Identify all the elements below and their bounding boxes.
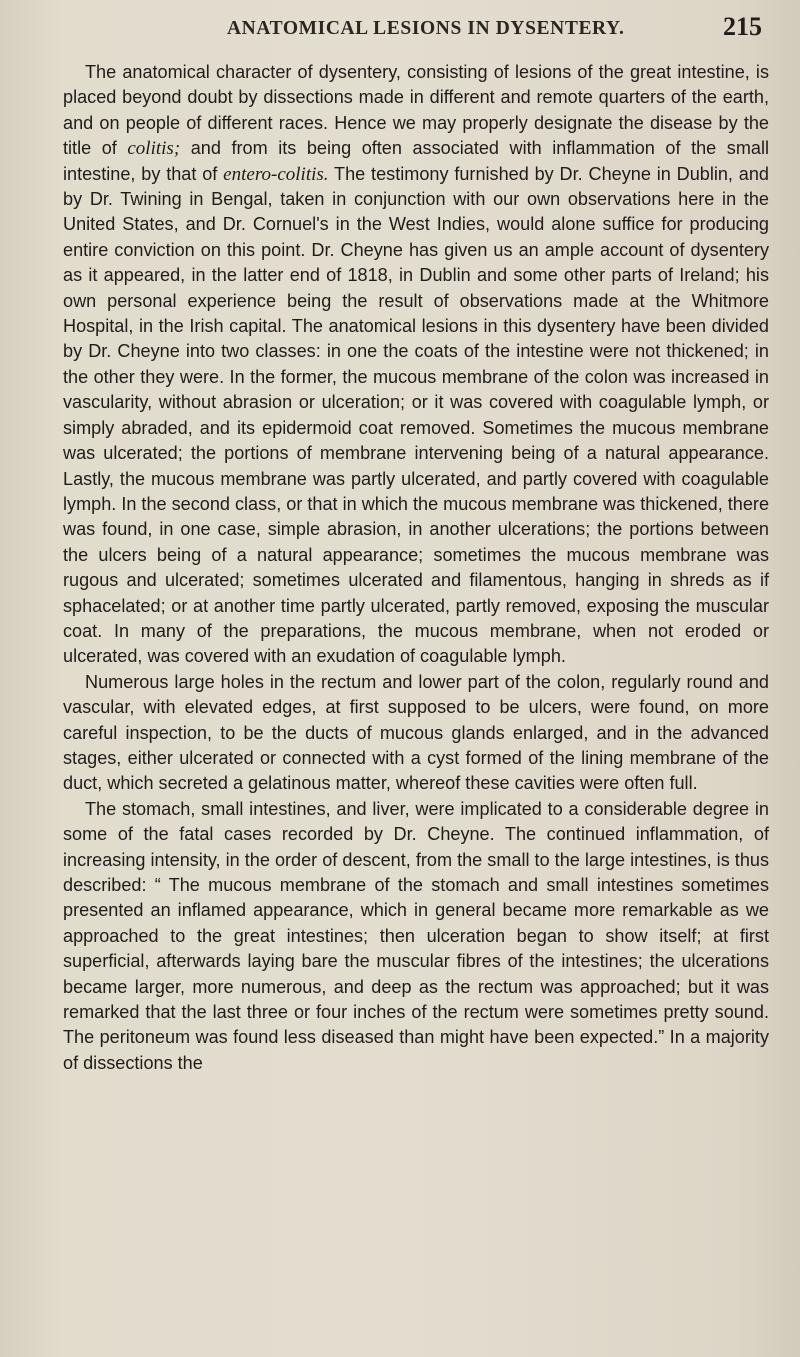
body-text	[63, 60, 769, 1076]
page-number: 215	[723, 12, 762, 41]
paragraph	[63, 60, 769, 670]
text-run: and from its being often associated with inflammation of the small intestine, by that of	[63, 138, 769, 184]
text-run: The stomach, small intestines, and liver, were implicated to a considerable degree in some of the fatal cases recorded by Dr. Cheyne. The continued inflammation, of increasing intensity, in the order of descent, from the small to the large intestines, is thus described: “ The mucous membrane of the stomach and small intestines sometimes presented an inflamed appearance, which in general became more remarkable as we approached to the great intestines; then ulceration began to show itself; at first superficial, afterwards laying bare the muscular fibres of the intestines; the ulcerations became larger, more numerous, and deep as the rectum was approached; but it was remarked that the last three or four inches of the rectum were sometimes pretty sound. The peritoneum was found less diseased than might have been expected.” In a majority of dissections the	[63, 798, 769, 1073]
running-title: ANATOMICAL LESIONS IN DYSENTERY.	[227, 18, 625, 39]
italic-term: entero-colitis.	[223, 163, 329, 185]
text-run: The testimony furnished by Dr. Cheyne in Dublin, and by Dr. Twining in Bengal, taken in conjunction with our own observations here in the United States, and Dr. Cornuel's in the West Indies, would alone suffice for producing entire conviction on this point. Dr. Cheyne has given us an ample account of dysentery as it appeared, in the latter end of 1818, in Dublin and some other parts of Ireland; his own personal experience being the result of observations made at the Whitmore Hospital, in the Irish capital. The anatomical lesions in this dysentery have been divided by Dr. Cheyne into two classes: in one the coats of the intestine were not thickened; in the other they were. In the former, the mucous membrane of the colon was increased in vascularity, without abrasion or ulceration; or it was covered with coagulable lymph, or simply abraded, and its epidermoid coat removed. Sometimes the mucous membrane was ulcerated; the portions of membrane intervening being of a natural appearance. Lastly, the mucous membrane was partly ulcerated, and partly covered with coagulable lymph. In the second class, or that in which the mucous membrane was thickened, there was found, in one case, simple abrasion, in another ulcerations; the portions between the ulcers being of a natural appearance; sometimes the mucous membrane was rugous and ulcerated; sometimes ulcerated and filamentous, hanging in shreds as if sphacelated; or at another time partly ulcerated, partly removed, exposing the muscular coat. In many of the preparations, the mucous membrane, when not eroded or ulcerated, was covered with an exudation of coagulable lymph.	[63, 163, 770, 667]
paragraph	[63, 797, 769, 1076]
text-run: The anatomical character of dysentery, consisting of lesions of the great intestine, is placed beyond doubt by dissections made in different and remote quarters of the earth, and on people of different races. Hence we may properly designate the disease by the title of	[63, 62, 769, 159]
italic-term: colitis;	[127, 138, 181, 160]
running-head	[227, 10, 762, 50]
paragraph	[63, 670, 769, 797]
text-run: Numerous large holes in the rectum and lower part of the colon, regularly round and vascular, with elevated edges, at first supposed to be ulcers, were found, on more careful inspection, to be the ducts of mucous glands enlarged, and in the advanced stages, either ulcerated or connected with a cyst formed of the lining membrane of the duct, which secreted a gelatinous matter, whereof these cavities were often full.	[63, 671, 769, 794]
